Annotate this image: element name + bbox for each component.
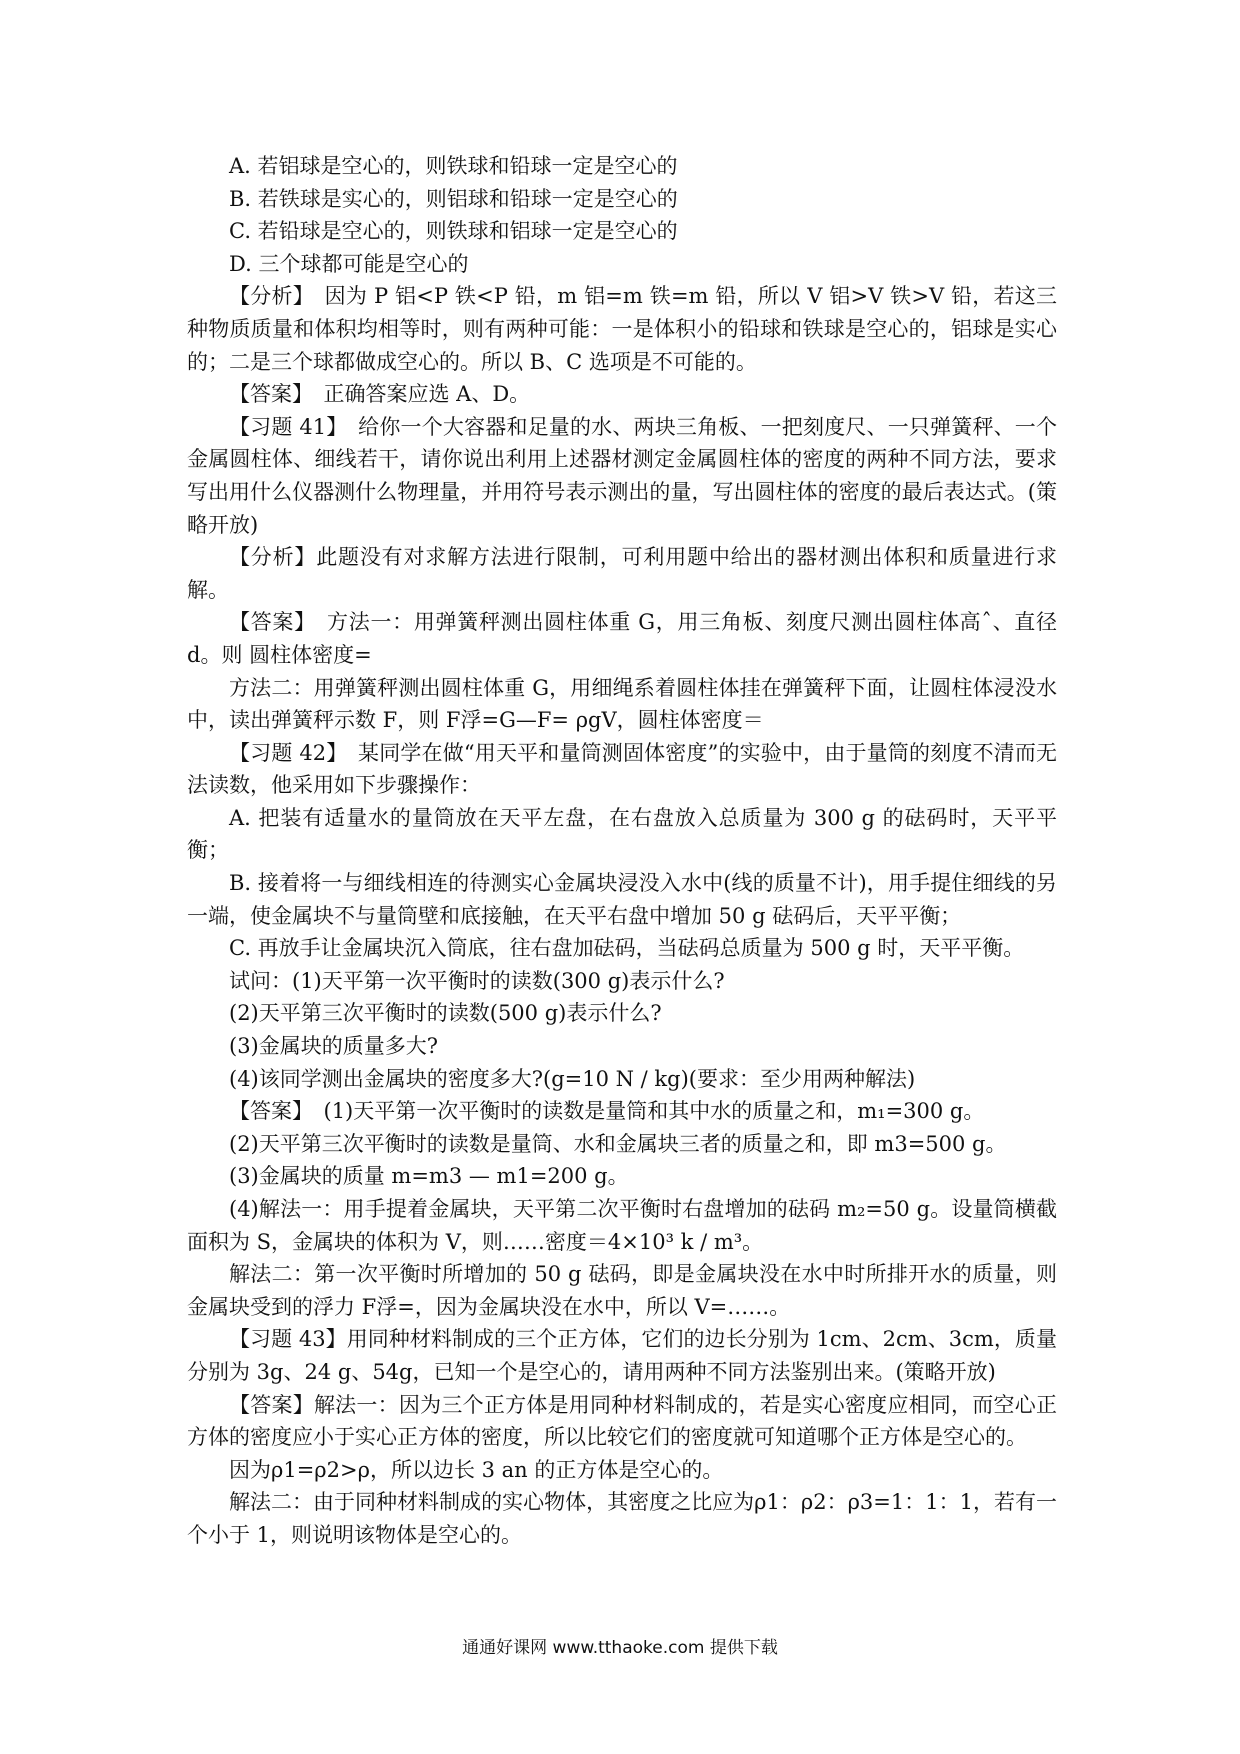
paragraph: D. 三个球都可能是空心的 bbox=[229, 251, 469, 276]
paragraph: 解法二：第一次平衡时所增加的 50 g 砝码，即是金属块没在水中时所排开水的质量，则金属块受到的浮力 F浮=，因为金属块没在水中，所以 V=……。 bbox=[187, 1262, 1057, 1319]
paragraph: 解法二：由于同种材料制成的实心物体，其密度之比应为ρ1：ρ2：ρ3=1：1：1，若有一个小于 1，则说明该物体是空心的。 bbox=[187, 1490, 1057, 1547]
paragraph: B. 接着将一与细线相连的待测实心金属块浸没入水中(线的质量不计)，用手提住细线的另一端，使金属块不与量筒壁和底接触，在天平右盘中增加 50 g 砝码后，天平平衡； bbox=[187, 871, 1057, 928]
paragraph: 【分析】此题没有对求解方法进行限制，可利用题中给出的器材测出体积和质量进行求解。 bbox=[187, 545, 1057, 602]
paragraph: 【习题 43】用同种材料制成的三个正方体，它们的边长分别为 1cm、2cm、3cm，质量分别为 3g、24 g、54g，已知一个是空心的，请用两种不同方法鉴别出来。(策略开放) bbox=[187, 1327, 1057, 1384]
paragraph: 【答案】解法一：因为三个正方体是用同种材料制成的，若是实心密度应相同，而空心正方体的密度应小于实心正方体的密度，所以比较它们的密度就可知道哪个正方体是空心的。 bbox=[187, 1392, 1057, 1450]
paragraph: 【习题 41】 给你一个大容器和足量的水、两块三角板、一把刻度尺、一只弹簧秤、一个金属圆柱体、细线若干，请你说出利用上述器材测定金属圆柱体的密度的两种不同方法，要求写出用什么仪器测什么物理量，并用符号表示测出的量，写出圆柱体的密度的最后表达式。(策略开放) bbox=[187, 414, 1057, 537]
paragraph: 试问：(1)天平第一次平衡时的读数(300 g)表示什么? bbox=[229, 968, 725, 993]
paragraph: 【习题 42】 某同学在做“用天平和量筒测固体密度”的实验中，由于量筒的刻度不清而无法读数，他采用如下步骤操作： bbox=[187, 740, 1057, 798]
paragraph: C. 若铅球是空心的，则铁球和铝球一定是空心的 bbox=[229, 219, 678, 244]
paragraph: (3)金属块的质量多大? bbox=[229, 1034, 439, 1059]
paragraph: (4)解法一：用手提着金属块，天平第二次平衡时右盘增加的砝码 m₂=50 g。设量筒横截面积为 S，金属块的体积为 V，则……密度＝4×10³ k / m³。 bbox=[187, 1197, 1057, 1254]
paragraph: (4)该同学测出金属块的密度多大?(g=10 N / kg)(要求：至少用两种解法) bbox=[229, 1066, 916, 1091]
paragraph: 【分析】 因为 P 铝<P 铁<P 铅，m 铝=m 铁=m 铅，所以 V 铝>V 铁>V 铅，若这三种物质质量和体积均相等时，则有两种可能：一是体积小的铅球和铁球是空心的，铝球是实心的；二是三个球都做成空心的。所以 B、C 选项是不可能的。 bbox=[187, 284, 1057, 374]
paragraph: A. 把装有适量水的量筒放在天平左盘，在右盘放入总质量为 300 g 的砝码时，天平平衡； bbox=[187, 805, 1057, 863]
paragraph: 方法二：用弹簧秤测出圆柱体重 G，用细绳系着圆柱体挂在弹簧秤下面，让圆柱体浸没水中，读出弹簧秤示数 F，则 F浮=G—F= ρgV，圆柱体密度＝ bbox=[187, 675, 1057, 733]
paragraph: 因为ρ1=ρ2>ρ，所以边长 3 an 的正方体是空心的。 bbox=[229, 1457, 724, 1482]
paragraph: (2)天平第三次平衡时的读数是量筒、水和金属块三者的质量之和，即 m3=500 g。 bbox=[229, 1131, 1007, 1156]
paragraph: 【答案】 (1)天平第一次平衡时的读数是量筒和其中水的质量之和，m₁=300 g。 bbox=[229, 1099, 985, 1124]
paragraph: 【答案】 方法一：用弹簧秤测出圆柱体重 G，用三角板、刻度尺测出圆柱体高ˆ、直径 d。则 圆柱体密度= bbox=[187, 610, 1057, 667]
page-footer: 通通好课网 www.tthaoke.com 提供下载 bbox=[462, 1638, 778, 1658]
document-body bbox=[187, 150, 1057, 1552]
paragraph: (2)天平第三次平衡时的读数(500 g)表示什么? bbox=[229, 1001, 662, 1026]
paragraph: 【答案】 正确答案应选 A、D。 bbox=[229, 382, 531, 407]
paragraph: C. 再放手让金属块沉入筒底，往右盘加砝码，当砝码总质量为 500 g 时，天平平衡。 bbox=[229, 936, 1025, 961]
paragraph: A. 若铝球是空心的，则铁球和铅球一定是空心的 bbox=[229, 154, 678, 178]
paragraph: (3)金属块的质量 m=m3 — m1=200 g。 bbox=[229, 1164, 629, 1189]
paragraph: B. 若铁球是实心的，则铝球和铅球一定是空心的 bbox=[229, 186, 678, 211]
